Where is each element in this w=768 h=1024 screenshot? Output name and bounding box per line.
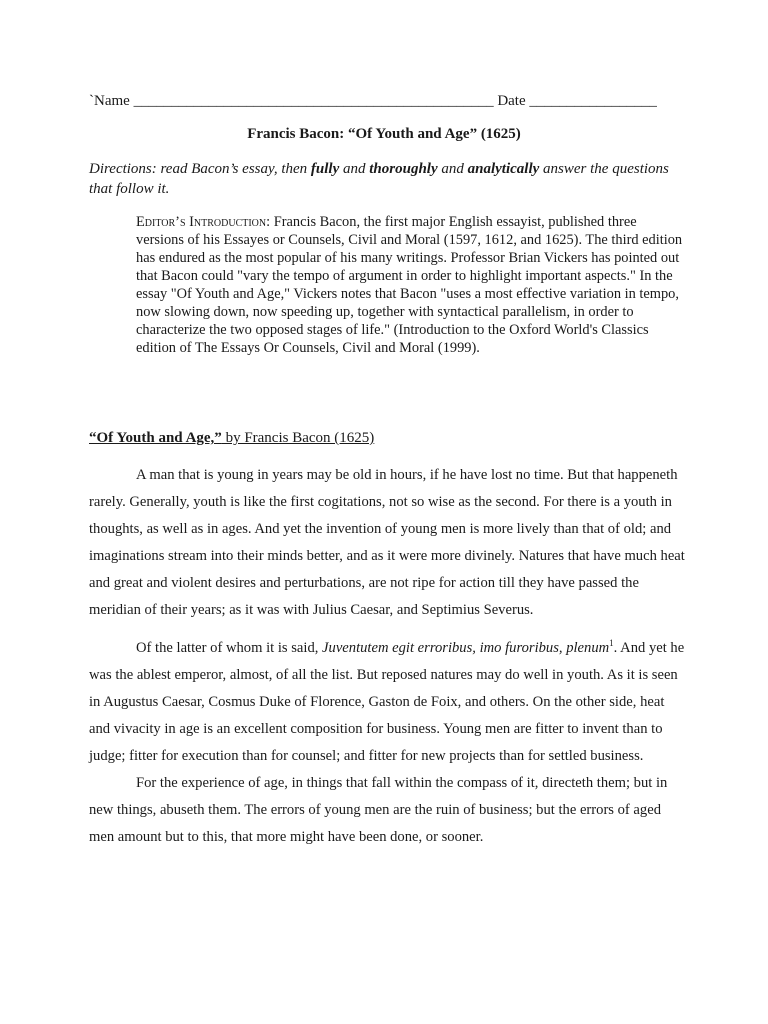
essay-heading-title: “Of Youth and Age,” (89, 430, 222, 446)
directions-and-2: and (437, 161, 468, 177)
date-label: Date (497, 93, 526, 109)
essay-paragraph-1: A man that is young in years may be old in hours, if he have lost no time. But that happeneth rarely. Generally, youth is like the first cogitations, not so wise as the second. For there is a youth in thoughts, as well as in ages. And yet the invention of young men is more lively than that of old; and imaginations stream into their minds better, and as it were more divinely. Natures that have much heat and great and violent desires and perturbations, are not ripe for action till they have passed the meridian of their years; as it was with Julius Caesar, and Septimius Severus. (89, 467, 685, 618)
directions (89, 159, 689, 199)
directions-emphasis-fully: fully (310, 161, 340, 177)
footnote-marker: 1 (609, 638, 614, 649)
date-field[interactable]: _________________ (529, 93, 657, 109)
directions-tail: answer the questions that follow it. (89, 161, 669, 197)
directions-lead: Directions: read Bacon’s essay, then (89, 161, 311, 177)
name-label: `Name (89, 93, 130, 109)
directions-emphasis-thoroughly: thoroughly (369, 161, 438, 177)
p2-start: Of the latter of whom it is said, (136, 640, 323, 656)
latin-quote: Juventutem egit erroribus, imo furoribus, plenum (322, 640, 610, 656)
p2-rest: . And yet he was the ablest emperor, almost, of all the list. But reposed natures may do well in youth. As it is seen in Augustus Caesar, Cosmus Duke of Florence, Gaston de Foix, and others. On the other side, heat and vivacity in age is an excellent composition for business. Young men are fitter to invent than to judge; fitter for execution than for counsel; and fitter for new projects than for settled business. (89, 640, 685, 764)
name-field[interactable]: ________________________________________________ (133, 93, 494, 109)
page-title: Francis Bacon: “Of Youth and Age” (1625) (247, 126, 521, 142)
editors-introduction (136, 213, 684, 357)
essay-paragraph-2 (89, 635, 689, 770)
directions-emphasis-analytically: analytically (467, 161, 540, 177)
essay-heading-byline: by Francis Bacon (1625) (221, 430, 375, 446)
essay-body (89, 462, 689, 851)
intro-label: Editor’s Introduction: (136, 214, 271, 230)
essay-heading (89, 430, 374, 447)
name-date-line (89, 92, 689, 110)
essay-paragraph-3: For the experience of age, in things that fall within the compass of it, directeth them; but in new things, abuseth them. The errors of young men are the ruin of business; but the errors of aged men amount but to this, that more might have been done, or sooner. (89, 775, 668, 845)
intro-text: Francis Bacon, the first major English essayist, published three versions of his Essayes or Counsels, Civil and Moral (1597, 1612, and 1625). The third edition has endured as the most popular of his many writings. Professor Brian Vickers has pointed out that Bacon could "vary the tempo of argument in order to highlight important aspects." In the essay "Of Youth and Age," Vickers notes that Bacon "uses a most effective variation in tempo, now slowing down, now speeding up, together with syntactical parallelism, in order to characterize the two opposed stages of life." (Introduction to the Oxford World's Classics edition of The Essays Or Counsels, Civil and Moral (1999). (136, 214, 683, 356)
directions-and-1: and (339, 161, 370, 177)
